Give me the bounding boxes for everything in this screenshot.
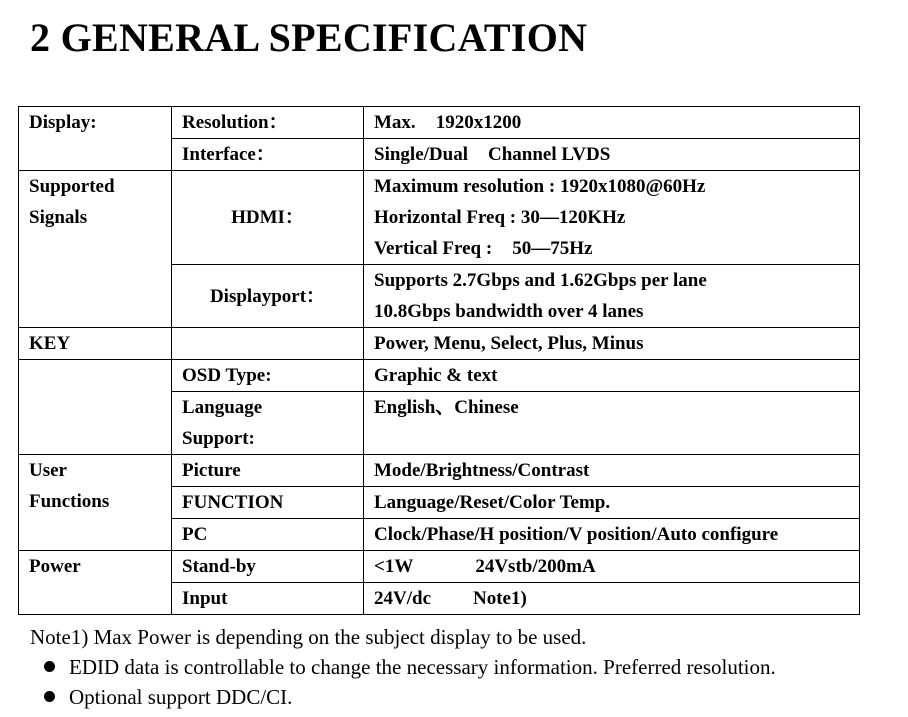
bullet-text-edid: EDID data is controllable to change the necessary information. Preferred resolution. [69,655,776,679]
table-row [19,171,860,265]
value-resolution-a: Max. [374,112,416,133]
hdmi-line-3a: Vertical Freq : [374,238,493,259]
field-language-1: Language [182,397,263,418]
value-function: Language/Reset/Color Temp. [364,487,860,519]
value-hdmi [364,171,860,265]
bullet-icon [44,661,55,672]
notes-section [30,622,776,712]
field-displayport: Displayport： [172,265,364,328]
field-picture: Picture [172,455,364,487]
row-label-display: Display: [19,107,172,171]
displayport-line-2: 10.8Gbps bandwidth over 4 lanes [374,301,644,322]
hdmi-line-3b: 50—75Hz [512,238,593,259]
field-osd-type: OSD Type: [172,360,364,392]
row-label-signals-1: Supported [29,176,115,197]
field-interface: Interface： [172,139,364,171]
field-language [172,392,364,455]
bullet-text-ddc: Optional support DDC/CI. [69,685,293,709]
value-key: Power, Menu, Select, Plus, Minus [364,328,860,360]
value-language: English、Chinese [364,392,860,455]
hdmi-line-1: Maximum resolution : 1920x1080@60Hz [374,176,706,197]
value-resolution [364,107,860,139]
bullet-item [30,652,776,682]
row-label-user-functions [19,455,172,551]
value-interface [364,139,860,171]
value-picture: Mode/Brightness/Contrast [364,455,860,487]
value-input-b: Note1) [473,588,527,609]
field-hdmi: HDMI： [172,171,364,265]
field-pc: PC [172,519,364,551]
row-label-osd-empty [19,360,172,455]
value-displayport [364,265,860,328]
value-input-a: 24V/dc [374,588,431,609]
table-row [19,455,860,487]
value-standby-b: 24Vstb/200mA [475,556,596,577]
table-row [19,360,860,392]
table-row [19,107,860,139]
value-interface-a: Single/Dual [374,144,468,165]
value-input [364,583,860,615]
table-row [19,551,860,583]
field-function: FUNCTION [172,487,364,519]
field-input: Input [172,583,364,615]
displayport-line-1: Supports 2.7Gbps and 1.62Gbps per lane [374,270,707,291]
value-interface-b: Channel LVDS [487,144,611,165]
row-label-signals [19,171,172,328]
row-label-power: Power [19,551,172,615]
row-label-key: KEY [19,328,172,360]
note-1: Note1) Max Power is depending on the subject display to be used. [30,625,587,649]
value-standby-a: <1W [374,556,414,577]
row-label-signals-2: Signals [29,207,88,228]
value-resolution-b: 1920x1200 [435,112,522,133]
field-language-2: Support: [182,428,255,449]
bullet-item [30,682,776,712]
field-resolution: Resolution： [172,107,364,139]
row-label-user-2: Functions [29,491,110,512]
field-standby: Stand-by [172,551,364,583]
field-key-empty [172,328,364,360]
value-standby [364,551,860,583]
value-osd-type: Graphic & text [364,360,860,392]
value-pc: Clock/Phase/H position/V position/Auto configure [364,519,860,551]
table-row [19,328,860,360]
bullet-icon [44,691,55,702]
page-title: 2 GENERAL SPECIFICATION [30,15,588,60]
hdmi-line-2: Horizontal Freq : 30—120KHz [374,207,626,228]
spec-table [18,106,860,615]
hdmi-line-3 [374,233,859,264]
row-label-user-1: User [29,460,67,481]
